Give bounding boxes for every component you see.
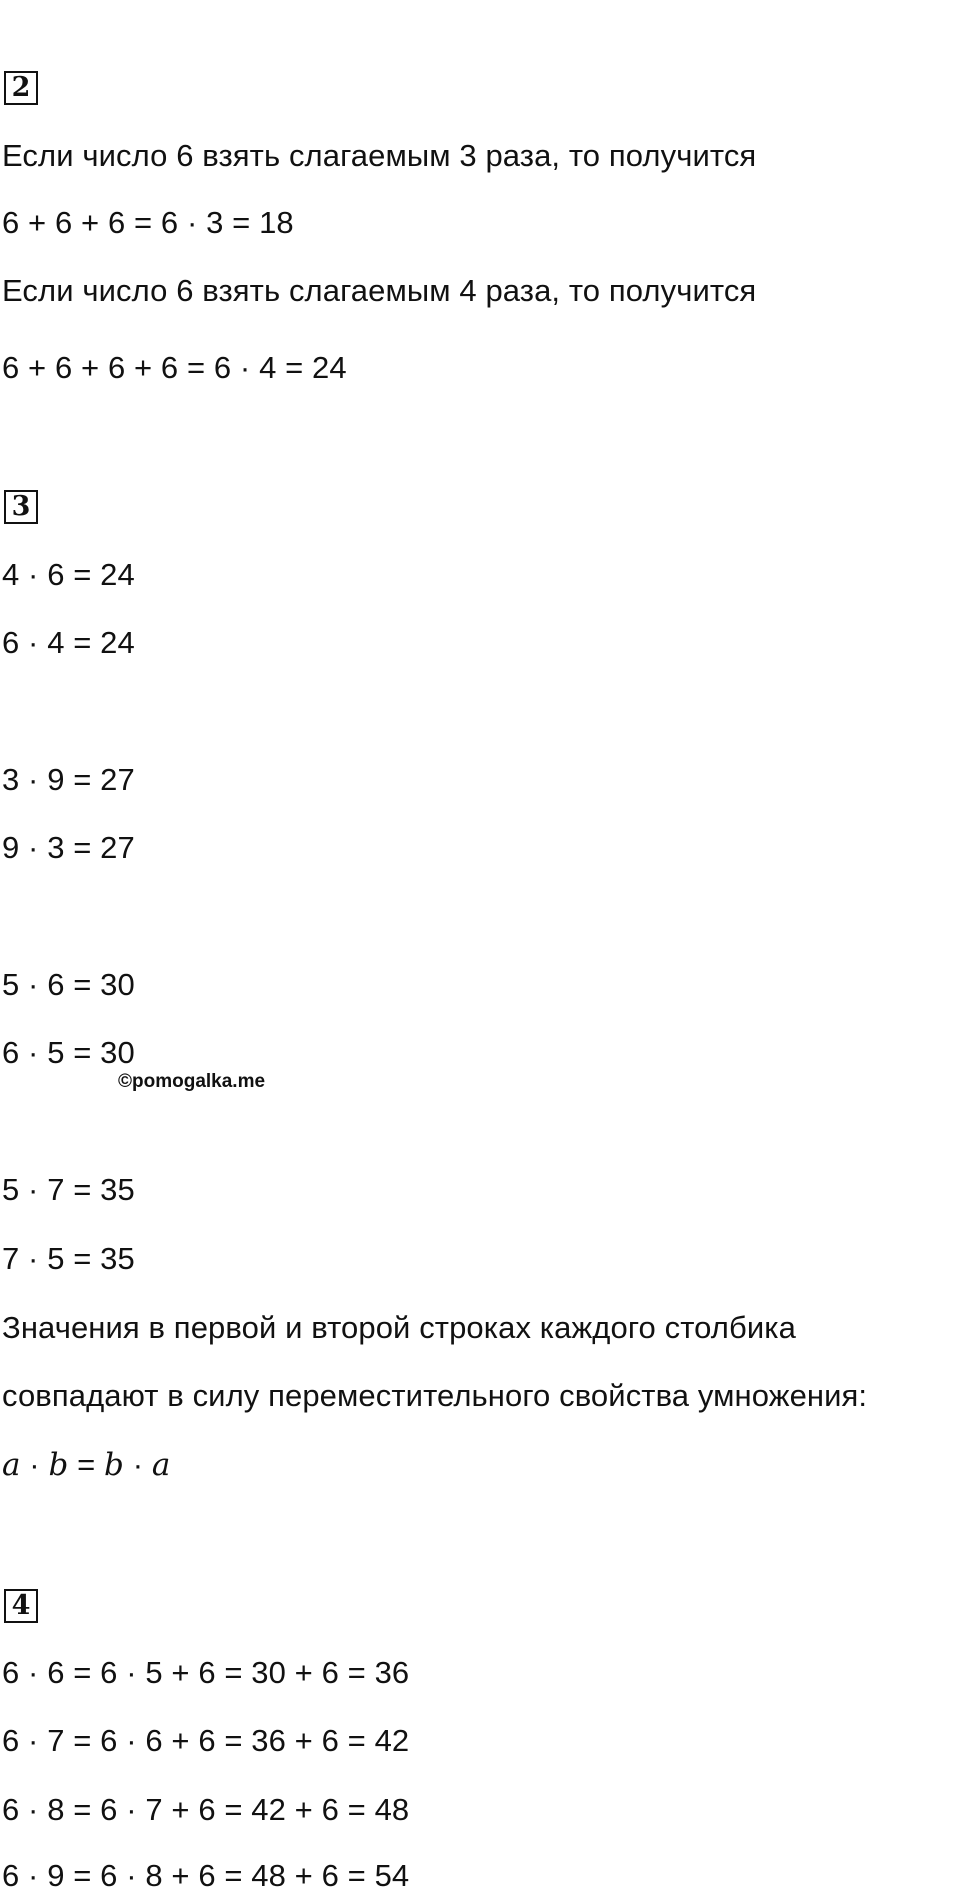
dot-operator: ·: [124, 1447, 152, 1482]
equation-line: 7 · 5 = 35: [2, 1241, 135, 1276]
text-line: Если число 6 взять слагаемым 3 раза, то получится: [2, 138, 757, 173]
task-number-4: 4: [4, 1589, 38, 1623]
equation-line: 6 · 7 = 6 · 6 + 6 = 36 + 6 = 42: [2, 1723, 410, 1758]
equals-sign: =: [68, 1447, 105, 1482]
equation-line: 4 · 6 = 24: [2, 557, 135, 592]
equation-line: 6 · 6 = 6 · 5 + 6 = 30 + 6 = 36: [2, 1655, 410, 1690]
dot-operator: ·: [20, 1447, 49, 1482]
watermark: ©pomogalka.me: [118, 1071, 266, 1092]
var-b: b: [48, 1447, 69, 1483]
var-a: a: [2, 1447, 21, 1483]
equation-line: 6 · 9 = 6 · 8 + 6 = 48 + 6 = 54: [2, 1858, 410, 1893]
equation-line: 6 · 8 = 6 · 7 + 6 = 42 + 6 = 48: [2, 1792, 410, 1827]
equation-line: 6 · 5 = 30: [2, 1035, 135, 1070]
equation-line: 9 · 3 = 27: [2, 830, 135, 865]
commutative-formula: [2, 1447, 170, 1483]
text-line: Если число 6 взять слагаемым 4 раза, то получится: [2, 273, 757, 308]
equation-line: 6 · 4 = 24: [2, 625, 135, 660]
var-b: b: [104, 1447, 124, 1483]
equation-line: 6 + 6 + 6 + 6 = 6 · 4 = 24: [2, 350, 347, 385]
text-line: Значения в первой и второй строках каждого столбика: [2, 1310, 796, 1345]
text-line: совпадают в силу переместительного свойства умножения:: [2, 1378, 868, 1413]
task-number-2: 2: [4, 71, 38, 105]
task-number-3: 3: [4, 490, 38, 524]
equation-line: 5 · 7 = 35: [2, 1172, 135, 1207]
equation-line: 3 · 9 = 27: [2, 762, 135, 797]
equation-line: 5 · 6 = 30: [2, 967, 135, 1002]
var-a: a: [151, 1447, 171, 1483]
equation-line: 6 + 6 + 6 = 6 · 3 = 18: [2, 205, 294, 240]
